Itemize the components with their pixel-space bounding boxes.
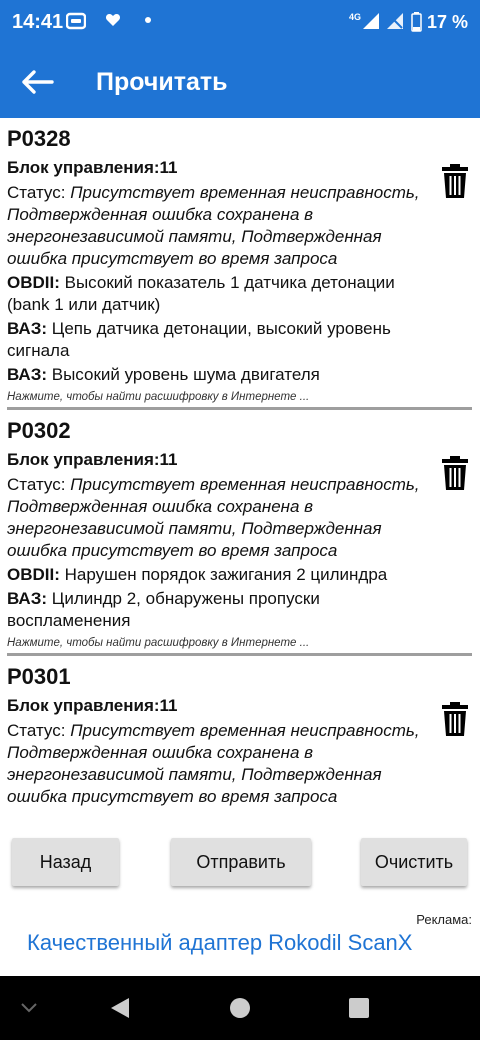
control-unit-label: Блок управления:11 (7, 450, 178, 469)
nav-home-icon[interactable] (229, 997, 251, 1019)
dtc-status (7, 182, 427, 270)
control-unit-label: Блок управления:11 (7, 158, 178, 177)
trash-icon[interactable] (442, 702, 468, 736)
status-value: Присутствует временная неисправность, Подтвержденная ошибка сохранена в энергонезависимой памяти, Подтвержденная ошибка присутствует во время запроса (7, 183, 420, 268)
status-value: Присутствует временная неисправность, Подтвержденная ошибка сохранена в энергонезависимой памяти, Подтвержденная ошибка присутствует во время запроса (7, 721, 420, 806)
signal-no-data-icon (386, 12, 404, 30)
send-button[interactable]: Отправить (171, 838, 311, 886)
dtc-item[interactable] (0, 118, 480, 410)
app-bar (0, 46, 480, 118)
dtc-description (7, 318, 437, 362)
page-title: Прочитать (96, 68, 228, 96)
back-button[interactable]: Назад (12, 838, 119, 886)
dtc-description (7, 588, 437, 632)
dtc-code: P0301 (7, 664, 71, 689)
action-buttons (0, 818, 480, 908)
trash-icon[interactable] (442, 164, 468, 198)
desc-label: OBDII: (7, 565, 60, 584)
nav-back-icon[interactable] (109, 996, 131, 1020)
battery-level: 17 % (426, 12, 468, 32)
signal-icon (362, 12, 380, 30)
chevron-down-icon[interactable] (20, 1002, 38, 1014)
desc-text: Высокий показатель 1 датчика детонации (bank 1 или датчик) (7, 273, 395, 314)
status-bar (0, 0, 480, 46)
back-arrow-icon[interactable] (20, 66, 56, 98)
ad-link[interactable]: Качественный адаптер Rokodil ScanX (27, 930, 413, 955)
heart-icon (105, 12, 121, 28)
desc-label: OBDII: (7, 273, 60, 292)
status-time: 14:41 (12, 11, 64, 33)
ad-banner (0, 908, 480, 976)
dtc-description (7, 564, 437, 586)
dtc-list[interactable] (0, 118, 480, 818)
nav-recents-icon[interactable] (348, 997, 370, 1019)
trash-icon[interactable] (442, 456, 468, 490)
desc-text: Цепь датчика детонации, высокий уровень сигнала (7, 319, 391, 360)
battery-icon (411, 12, 422, 32)
search-hint-link[interactable]: Нажмите, чтобы найти расшифровку в Интернете ... (7, 391, 310, 403)
desc-label: ВАЗ: (7, 365, 48, 384)
dtc-item[interactable] (0, 410, 480, 656)
ad-label: Реклама: (416, 912, 472, 927)
desc-label: ВАЗ: (7, 589, 48, 608)
system-nav-bar (0, 976, 480, 1040)
status-label: Статус: (7, 475, 71, 494)
desc-label: ВАЗ: (7, 319, 48, 338)
status-value: Присутствует временная неисправность, Подтвержденная ошибка сохранена в энергонезависимой памяти, Подтвержденная ошибка присутствует во время запроса (7, 475, 420, 560)
dtc-description (7, 364, 437, 386)
dot-icon (144, 16, 152, 24)
desc-text: Цилиндр 2, обнаружены пропуски воспламенения (7, 589, 320, 630)
dtc-code: P0302 (7, 418, 71, 443)
message-icon (66, 12, 86, 30)
dtc-item[interactable] (0, 656, 480, 808)
dtc-code: P0328 (7, 126, 71, 151)
dtc-description (7, 272, 437, 316)
status-label: Статус: (7, 721, 71, 740)
dtc-status (7, 720, 427, 808)
control-unit-label: Блок управления:11 (7, 696, 178, 715)
desc-text: Нарушен порядок зажигания 2 цилиндра (59, 565, 388, 584)
search-hint-link[interactable]: Нажмите, чтобы найти расшифровку в Интернете ... (7, 637, 310, 649)
network-type: 4G (349, 12, 362, 22)
desc-text: Высокий уровень шума двигателя (47, 365, 320, 384)
clear-button[interactable]: Очистить (361, 838, 467, 886)
status-label: Статус: (7, 183, 71, 202)
dtc-status (7, 474, 427, 562)
